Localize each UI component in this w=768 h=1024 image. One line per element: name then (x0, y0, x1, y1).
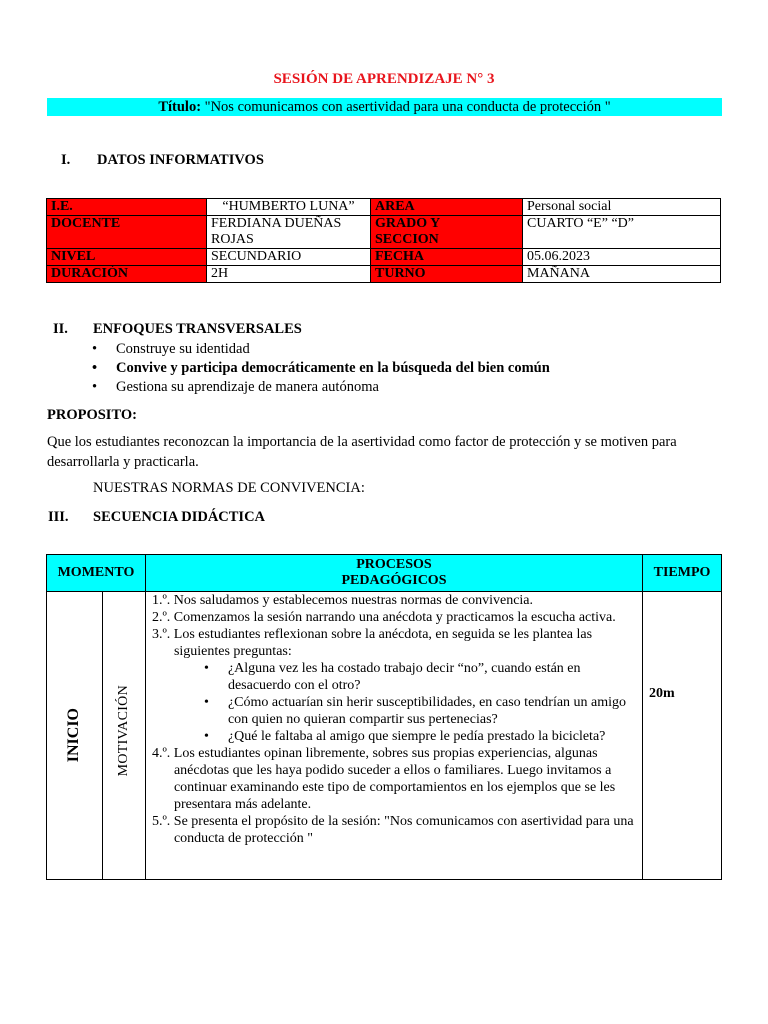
area-value: Personal social (523, 199, 721, 216)
ie-label: I.E. (47, 199, 207, 216)
header-procesos-line1: PROCESOS (356, 557, 432, 572)
ie-value-text: “HUMBERTO LUNA” (222, 199, 355, 214)
section-heading-enfoques (53, 321, 302, 338)
section-heading-datos (61, 152, 264, 169)
nivel-value: SECUNDARIO (207, 249, 371, 266)
header-procesos (145, 555, 642, 592)
docente-value (207, 216, 371, 249)
momento-cell (47, 592, 103, 880)
list-item: • Gestiona su aprendizaje de manera autónoma (92, 378, 550, 397)
table-header-row (47, 555, 722, 592)
section-title: DATOS INFORMATIVOS (97, 152, 264, 168)
docente-label: DOCENTE (47, 216, 207, 249)
nivel-label: NIVEL (47, 249, 207, 266)
list-item: • Construye su identidad (92, 340, 550, 359)
questions-list (152, 660, 638, 745)
duracion-value: 2H (207, 266, 371, 283)
section-number: II. (53, 321, 68, 337)
header-procesos-line2: PEDAGÓGICOS (341, 573, 447, 588)
grado-label-line1: GRADO Y (375, 216, 441, 231)
grado-label (371, 216, 523, 249)
grado-label-line2: SECCION (375, 232, 439, 247)
area-label: AREA (371, 199, 523, 216)
step-item: 1.º. Nos saludamos y establecemos nuestras normas de convivencia. (151, 593, 534, 608)
session-title: SESIÓN DE APRENDIZAJE N° 3 (273, 71, 495, 87)
sub-momento-label: MOTIVACIÓN (115, 685, 131, 777)
ie-value (207, 199, 371, 216)
normas-heading: NUESTRAS NORMAS DE CONVIVENCIA: (93, 480, 365, 496)
secuencia-table (46, 554, 722, 880)
step-item: 2.º. Comenzamos la sesión narrando una anécdota y practicamos la escucha activa. (151, 610, 616, 625)
turno-value: MAÑANA (523, 266, 721, 283)
list-item: • ¿Cómo actuarían sin herir susceptibilidades, en caso tendrían un amigo con quien no quieran compartir sus pertenecias? (152, 694, 638, 728)
proposito-heading: PROPOSITO: (47, 407, 137, 423)
proposito-text: Que los estudiantes reconozcan la importancia de la asertividad como factor de protección y se motiven para desarrollarla y practicarla. (47, 434, 677, 470)
list-item: • Convive y participa democráticamente en la búsqueda del bien común (92, 359, 550, 378)
momento-label: INICIO (65, 708, 83, 763)
table-row (47, 216, 721, 249)
list-item: • ¿Qué le faltaba al amigo que siempre le pedía prestado la bicicleta? (152, 728, 638, 745)
header-momento: MOMENTO (47, 555, 146, 592)
grado-value: CUARTO “E” “D” (523, 216, 721, 249)
step-item: 3.º. Los estudiantes reflexionan sobre la anécdota, en seguida se les plantea las siguientes preguntas: (151, 627, 593, 659)
subtitle-text: "Nos comunicamos con asertividad para una conducta de protección " (201, 99, 611, 115)
table-row (47, 249, 721, 266)
header-tiempo: TIEMPO (643, 555, 722, 592)
section-title: ENFOQUES TRANSVERSALES (93, 321, 302, 337)
table-row (47, 592, 722, 880)
section-number: I. (61, 152, 71, 168)
turno-label: TURNO (371, 266, 523, 283)
section-title: SECUENCIA DIDÁCTICA (93, 509, 266, 525)
list-item: • ¿Alguna vez les ha costado trabajo decir “no”, cuando están en desacuerdo con el otro? (152, 660, 638, 694)
procesos-cell (145, 592, 642, 880)
docente-value-line1: FERDIANA DUEÑAS (211, 216, 342, 231)
tiempo-value: 20m (643, 592, 722, 880)
step-item: 5.º. Se presenta el propósito de la sesión: "Nos comunicamos con asertividad para una conducta de protección " (151, 814, 634, 846)
fecha-label: FECHA (371, 249, 523, 266)
docente-value-line2: ROJAS (211, 232, 254, 247)
table-row (47, 199, 721, 216)
sub-momento-cell (102, 592, 145, 880)
session-subtitle (47, 98, 722, 116)
fecha-value: 05.06.2023 (523, 249, 721, 266)
enfoques-list (92, 340, 550, 397)
section-number: III. (48, 509, 69, 525)
info-table (46, 198, 721, 283)
step-item: 4.º. Los estudiantes opinan libremente, sobres sus propias experiencias, algunas anécdotas que les haya podido suceder a ellos o familiares. Luego invitamos a continuar examinando este tipo de comportamientos en los ejemplos que se les presentara más adelante. (151, 746, 616, 812)
duracion-label: DURACIÓN (47, 266, 207, 283)
subtitle-label: Título: (158, 99, 202, 115)
section-heading-secuencia (48, 509, 265, 526)
table-row (47, 266, 721, 283)
